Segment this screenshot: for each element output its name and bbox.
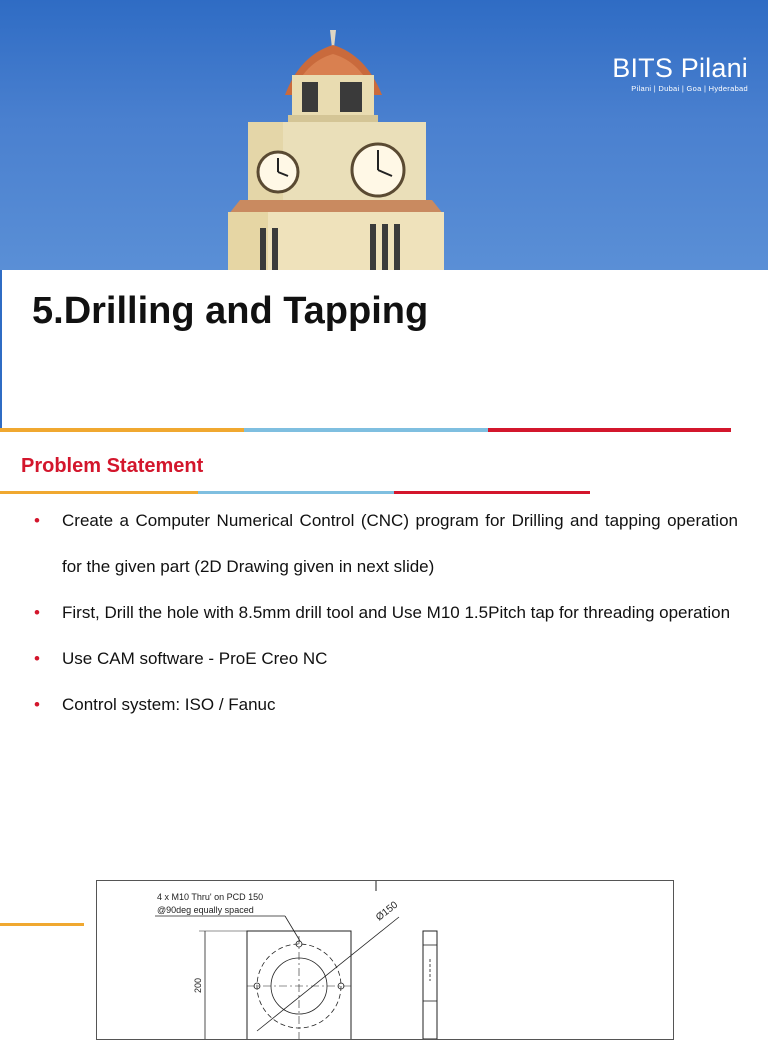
engineering-drawing <box>96 880 674 1040</box>
heading-rule-orange <box>0 491 198 494</box>
list-item <box>0 682 768 728</box>
bullet-text: First, Drill the hole with 8.5mm drill tool and Use M10 1.5Pitch tap for threading operation <box>62 603 731 622</box>
brand-strong: BITS <box>612 53 674 83</box>
drawing-canvas <box>97 881 673 1039</box>
section-heading: Problem Statement <box>21 455 204 477</box>
header-banner <box>0 0 768 270</box>
drawing-note-line1: 4 x M10 Thru' on PCD 150 <box>157 892 264 902</box>
side-accent-line <box>0 923 84 926</box>
bullet-text: Use CAM software - ProE Creo NC <box>62 649 328 668</box>
divider-orange <box>0 428 244 432</box>
clock-tower-image <box>0 0 520 270</box>
divider-red <box>488 428 731 432</box>
bullet-dot-icon: • <box>34 603 40 622</box>
slide-title: 5.Drilling and Tapping <box>32 290 429 332</box>
heading-rule-blue <box>198 491 394 494</box>
bullet-text: Control system: ISO / Fanuc <box>62 695 276 714</box>
brand-logo <box>612 52 748 94</box>
heading-rule-red <box>394 491 590 494</box>
list-item <box>0 498 768 590</box>
bullet-list <box>0 498 768 728</box>
brand-campuses: Pilani | Dubai | Goa | Hyderabad <box>631 84 748 93</box>
bullet-text: Create a Computer Numerical Control (CNC) program for Drilling and tapping operation for the given part (2D Drawing given in next slide) <box>62 511 738 576</box>
brand-name <box>612 52 748 84</box>
height-dimension-label: 200 <box>193 977 203 993</box>
bullet-dot-icon: • <box>34 695 40 714</box>
bullet-dot-icon: • <box>34 511 40 530</box>
list-item <box>0 636 768 682</box>
divider-blue <box>244 428 488 432</box>
diameter-label: Ø150 <box>374 899 401 924</box>
brand-rest: Pilani <box>680 53 748 83</box>
list-item <box>0 590 768 636</box>
bullet-dot-icon: • <box>34 649 40 668</box>
drawing-note-line2: @90deg equally spaced <box>157 905 254 915</box>
